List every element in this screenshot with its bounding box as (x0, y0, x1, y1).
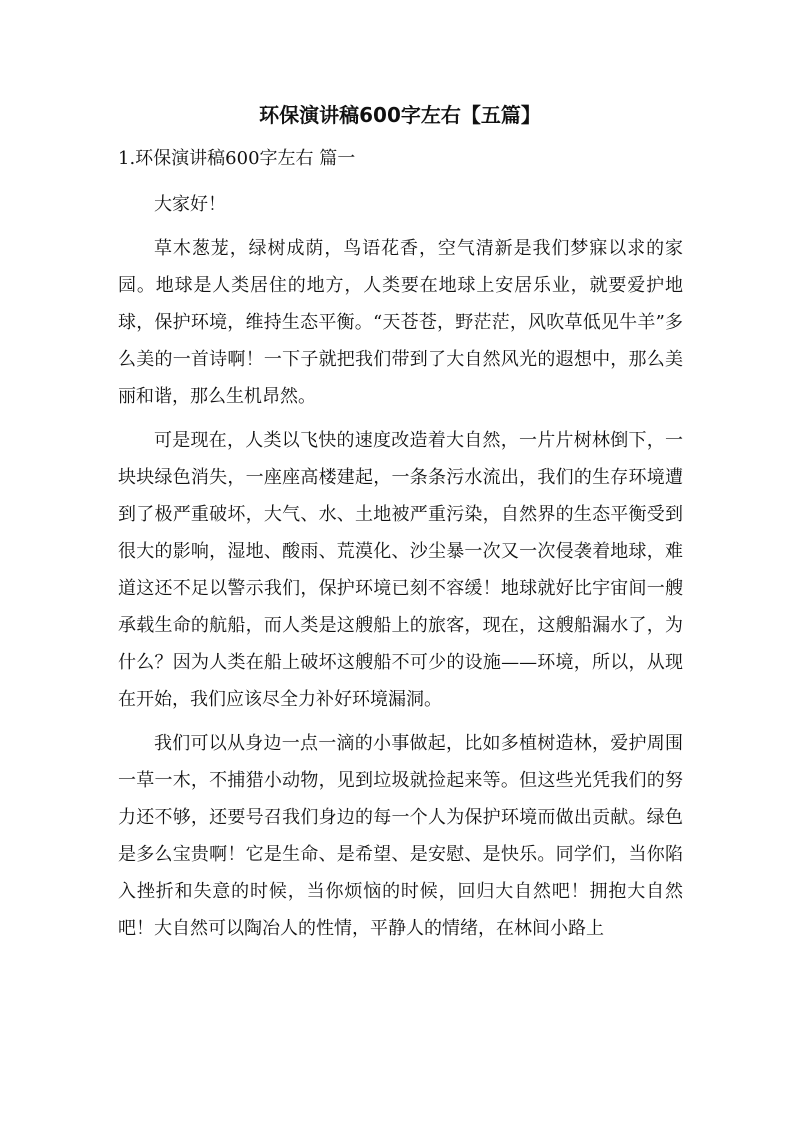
document-title: 环保演讲稿600字左右【五篇】 (259, 103, 541, 127)
paragraph: 我们可以从身边一点一滴的小事做起，比如多植树造林，爱护周围一草一木，不捕猎小动物，见到垃圾就捡起来等。但这些光凭我们的努力还不够，还要号召我们身边的每一个人为保护环境而做出贡献。绿色是多么宝贵啊！它是生命、是希望、是安慰、是快乐。同学们，当你陷入挫折和失意的时候，当你烦恼的时候，回归大自然吧！拥抱大自然吧！大自然可以陶冶人的性情，平静人的情绪，在林间小路上 (118, 733, 683, 939)
body-text (118, 186, 683, 954)
paragraph: 可是现在，人类以飞快的速度改造着大自然，一片片树林倒下，一块块绿色消失，一座座高楼建起，一条条污水流出，我们的生存环境遭到了极严重破坏，大气、水、土地被严重污染，自然界的生态平衡受到很大的影响，湿地、酸雨、荒漠化、沙尘暴一次又一次侵袭着地球，难道这还不足以警示我们，保护环境已刻不容缓！地球就好比宇宙间一艘承载生命的航船，而人类是这艘船上的旅客，现在，这艘船漏水了，为什么？因为人类在船上破坏这艘船不可少的设施——环境，所以，从现在开始，我们应该尽全力补好环境漏洞。 (118, 430, 683, 710)
paragraph: 草木葱茏，绿树成荫，鸟语花香，空气清新是我们梦寐以求的家园。地球是人类居住的地方，人类要在地球上安居乐业，就要爱护地球，保护环境，维持生态平衡。“天苍苍，野茫茫，风吹草低见牛羊”多么美的一首诗啊！一下子就把我们带到了大自然风光的遐想中，那么美丽和谐，那么生机昂然。 (118, 238, 683, 407)
paragraph-greeting: 大家好！ (154, 194, 226, 215)
section-heading: 1.环保演讲稿600字左右 篇一 (118, 148, 356, 169)
